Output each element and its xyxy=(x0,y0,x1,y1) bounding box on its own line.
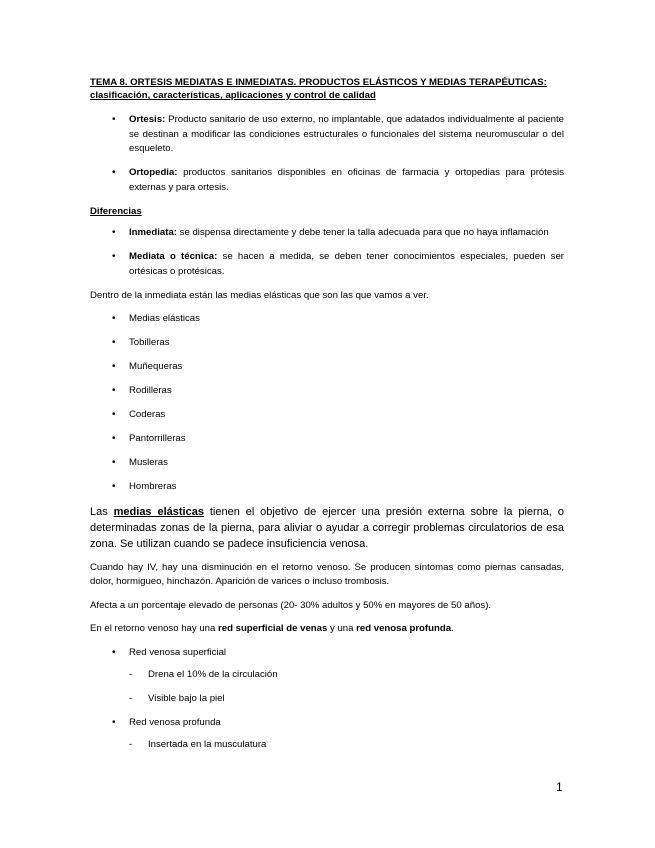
section-heading-diferencias: Diferencias xyxy=(90,206,142,218)
elastic-products-list xyxy=(90,312,564,494)
list-item xyxy=(90,166,564,195)
list-item: • Coderas xyxy=(90,408,564,423)
list-item: • Medias elásticas xyxy=(90,312,564,327)
list-item: • Muñequeras xyxy=(90,360,564,375)
term-mediata: Mediata o técnica: xyxy=(129,251,218,263)
text-run: y una xyxy=(327,623,357,635)
inmediata-intro: Dentro de la inmediata están las medias elásticas que son las que vamos a ver. xyxy=(90,289,429,301)
text-run: Las xyxy=(90,505,114,518)
list-item: • Rodilleras xyxy=(90,384,564,399)
list-item: • Musleras xyxy=(90,456,564,471)
list-item: • Tobilleras xyxy=(90,336,564,351)
sub-list-item: - Insertada en la musculatura xyxy=(129,738,564,753)
term-medias-elasticas: medias elásticas xyxy=(113,505,204,518)
difference-text: se hacen a medida, se deben tener conocimientos especiales, pueden ser ortésicas o protésicas. xyxy=(129,251,564,277)
list-item: • Pantorrilleras xyxy=(90,432,564,447)
title-line-1: TEMA 8. ORTESIS MEDIATAS E INMEDIATAS. PRODUCTOS ELÁSTICOS Y MEDIAS TERAPÉUTICAS: xyxy=(90,77,547,88)
sub-list xyxy=(129,738,564,753)
list-item xyxy=(90,226,564,241)
text-run: . Se utilizan cuando se padece insuficiencia venosa. xyxy=(113,537,369,550)
list-item xyxy=(90,250,564,279)
term-ortopedia: Ortopedia: xyxy=(129,167,178,179)
list-item xyxy=(90,646,564,707)
term-red-superficial: red superficial de venas xyxy=(218,623,328,635)
differences-list xyxy=(90,226,564,279)
text-run: En el retorno venoso hay una xyxy=(90,623,219,635)
document-title xyxy=(90,76,564,102)
definition-text: Producto sanitario de uso externo, no implantable, que adatados individualmente al paciente se destinan a modificar las condiciones estructurales o funcionales del sistema neuromuscular o del esqueleto. xyxy=(129,114,564,154)
definitions-list xyxy=(90,113,564,195)
retorno-paragraph xyxy=(90,622,564,637)
network-label: Red venosa superficial xyxy=(129,646,227,658)
sub-list-item: - Visible bajo la piel xyxy=(129,692,564,707)
text-run: tienen el objetivo de xyxy=(203,505,323,518)
list-item: • Hombreras xyxy=(90,480,564,495)
term-inmediata: Inmediata: xyxy=(129,226,177,238)
medias-paragraph xyxy=(90,504,564,552)
list-item xyxy=(90,113,564,157)
emphasis-text: ejercer una presión externa sobre la pierna, o determinadas zonas de la pierna, para aliviar o ayudar a corregir problemas circulatorios de esa zona xyxy=(90,505,564,550)
iv-paragraph: Cuando hay IV, hay una disminución en el retorno venoso. Se producen síntomas como piernas cansadas, dolor, hormigueo, hinchazón. Aparición de varices o incluso trombosis. xyxy=(90,561,564,588)
title-line-2: clasificación, características, aplicaciones y control de calidad xyxy=(90,90,376,101)
list-item xyxy=(90,716,564,753)
definition-text: productos sanitarios disponibles en oficinas de farmacia y ortopedias para prótesis externas y para ortesis. xyxy=(129,167,564,193)
sub-list xyxy=(129,668,564,706)
prevalence-paragraph: Afecta a un porcentaje elevado de personas (20- 30% adultos y 50% en mayores de 50 años). xyxy=(90,599,492,611)
term-ortesis: Ortesis: xyxy=(129,114,166,125)
network-label: Red venosa profunda xyxy=(129,716,221,728)
text-run: . xyxy=(451,623,454,635)
page-number: 1 xyxy=(556,780,563,794)
sub-list-item: - Drena el 10% de la circulación xyxy=(129,668,564,683)
networks-list xyxy=(90,646,564,753)
difference-text: se dispensa directamente y debe tener la talla adecuada para que no haya inflamación xyxy=(176,226,549,238)
term-red-profunda: red venosa profunda xyxy=(356,623,452,635)
document-body xyxy=(90,76,564,763)
